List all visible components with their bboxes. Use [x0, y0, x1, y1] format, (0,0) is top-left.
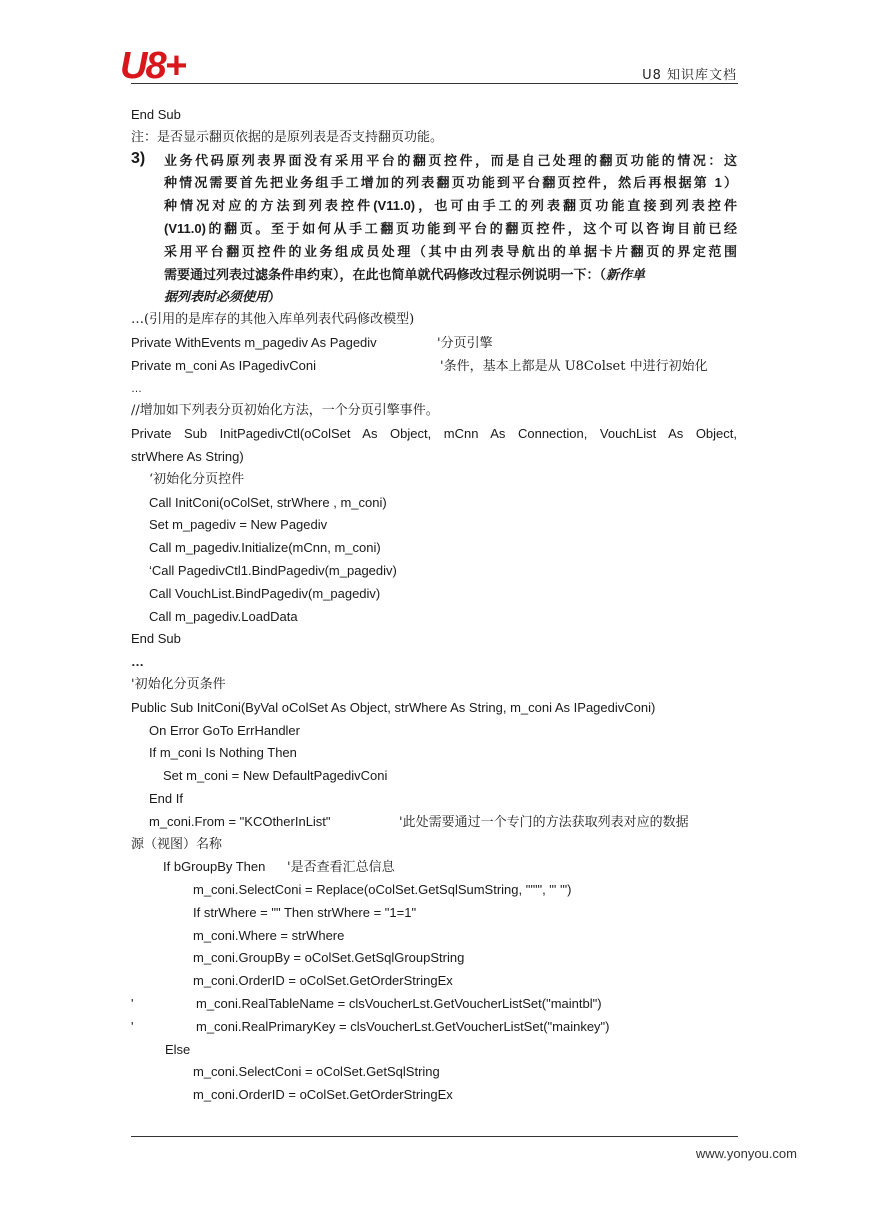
code-line: End Sub [131, 107, 181, 122]
code-text: If bGroupBy Then [163, 859, 266, 875]
code-line: On Error GoTo ErrHandler [149, 722, 300, 738]
item-text: ） [268, 289, 282, 305]
code-line: m_coni.SelectConi = Replace(oColSet.GetSqlSumString, "'"", "' '") [193, 882, 572, 898]
code-line [131, 811, 737, 834]
code-text: Private m_coni As IPagedivConi [131, 357, 316, 373]
comment-mark: ' [131, 996, 134, 1012]
code-comment-line: //增加如下列表分页初始化方法，一个分页引擎事件。 [131, 403, 439, 419]
footer-url: www.yonyou.com [695, 1146, 797, 1161]
item-text: 需要通过列表过滤条件串约束），在此也简单就代码修改过程示例说明一下：（ [164, 266, 607, 282]
code-line: End Sub [131, 631, 181, 647]
code-line: m_coni.Where = strWhere [193, 927, 345, 943]
code-line [131, 355, 737, 378]
code-text: m_coni.From = "KCOtherInList" [149, 813, 331, 829]
code-comment-line: 源（视图）名称 [131, 836, 223, 852]
item-text-line: 种情况对应的方法到列表控件(V11.0)，也可由手工的列表翻页功能直接到列表控件 [164, 198, 737, 214]
code-line: strWhere As String) [131, 448, 244, 464]
code-line: Else [165, 1041, 191, 1057]
code-line: ‘Call PagedivCtl1.BindPagediv(m_pagediv) [149, 562, 397, 578]
code-line: Call InitConi(oColSet, strWhere , m_coni) [149, 494, 387, 510]
code-line: Call m_pagediv.Initialize(mCnn, m_coni) [149, 540, 381, 556]
item-text-line: 业务代码原列表界面没有采用平台的翻页控件，而是自己处理的翻页功能的情况：这 [164, 152, 737, 168]
code-line: If m_coni Is Nothing Then [149, 745, 297, 761]
code-text: Private WithEvents m_pagediv As Pagediv [131, 334, 377, 350]
ellipsis-line: … [131, 654, 144, 670]
code-comment: '此处需要通过一个专门的方法获取列表对应的数据 [399, 814, 689, 830]
code-comment-line: ‘初始化分页控件 [149, 471, 245, 487]
item-text-line [164, 286, 737, 309]
doc-title: U8 知识库文档 [642, 68, 737, 83]
code-comment: '是否查看汇总信息 [287, 860, 395, 876]
italic-note: 新作单 [606, 266, 646, 282]
comment-mark: ' [131, 1018, 134, 1034]
commented-code-line [131, 993, 737, 1016]
code-line: Set m_pagediv = New Pagediv [149, 517, 328, 533]
code-line: End If [149, 790, 183, 806]
code-line: m_coni.OrderID = oColSet.GetOrderStringEx [193, 973, 453, 989]
code-line: Set m_coni = New DefaultPagedivConi [163, 768, 388, 784]
commented-code-line [131, 1016, 737, 1039]
item-text-line: 种情况需要首先把业务组手工增加的列表翻页功能到平台翻页控件，然后再根据第 1） [164, 175, 737, 191]
code-line: Public Sub InitConi(ByVal oColSet As Object, strWhere As String, m_coni As IPagedivConi) [131, 699, 656, 715]
code-text: m_coni.RealTableName = clsVoucherLst.GetVoucherListSet("maintbl") [196, 996, 602, 1012]
code-comment: '条件，基本上都是从 U8Colset 中进行初始化 [440, 358, 708, 374]
code-line: m_coni.OrderID = oColSet.GetOrderStringEx [193, 1087, 453, 1103]
italic-note: 据列表时必须使用 [164, 289, 269, 305]
code-line: Call m_pagediv.LoadData [149, 608, 298, 624]
item-text-line [164, 264, 737, 287]
code-comment: '分页引擎 [437, 335, 493, 351]
item-number: 3) [131, 149, 146, 167]
code-text: m_coni.RealPrimaryKey = clsVoucherLst.GetVoucherListSet("mainkey") [196, 1018, 610, 1034]
document-body [131, 104, 737, 1107]
ellipsis-line: … [131, 382, 142, 395]
item-text-line: (V11.0)的翻页。至于如何从手工翻页功能到平台的翻页控件，这个可以咨询目前已经 [164, 220, 737, 236]
numbered-item-3 [131, 150, 737, 310]
code-line: m_coni.GroupBy = oColSet.GetSqlGroupString [193, 950, 465, 966]
code-line [131, 332, 737, 355]
item-text-line: 采用平台翻页控件的业务组成员处理（其中由列表导航出的单据卡片翻页的界定范围 [164, 243, 737, 259]
footer-divider [131, 1136, 738, 1137]
header-divider [131, 83, 738, 84]
svg-text:U8+: U8+ [120, 45, 185, 84]
code-line: m_coni.SelectConi = oColSet.GetSqlString [193, 1064, 440, 1080]
u8-logo [120, 40, 206, 84]
note-line: 注：是否显示翻页依据的是原列表是否支持翻页功能。 [131, 129, 444, 145]
text-line: …(引用的是库存的其他入库单列表代码修改模型) [131, 312, 415, 328]
code-line: Private Sub InitPagedivCtl(oColSet As Object, mCnn As Connection, VouchList As Object, [131, 426, 737, 442]
code-line: Call VouchList.BindPagediv(m_pagediv) [149, 585, 381, 601]
code-comment-line: '初始化分页条件 [131, 676, 226, 692]
code-line: If strWhere = "" Then strWhere = "1=1" [193, 904, 417, 920]
code-line [131, 856, 737, 879]
